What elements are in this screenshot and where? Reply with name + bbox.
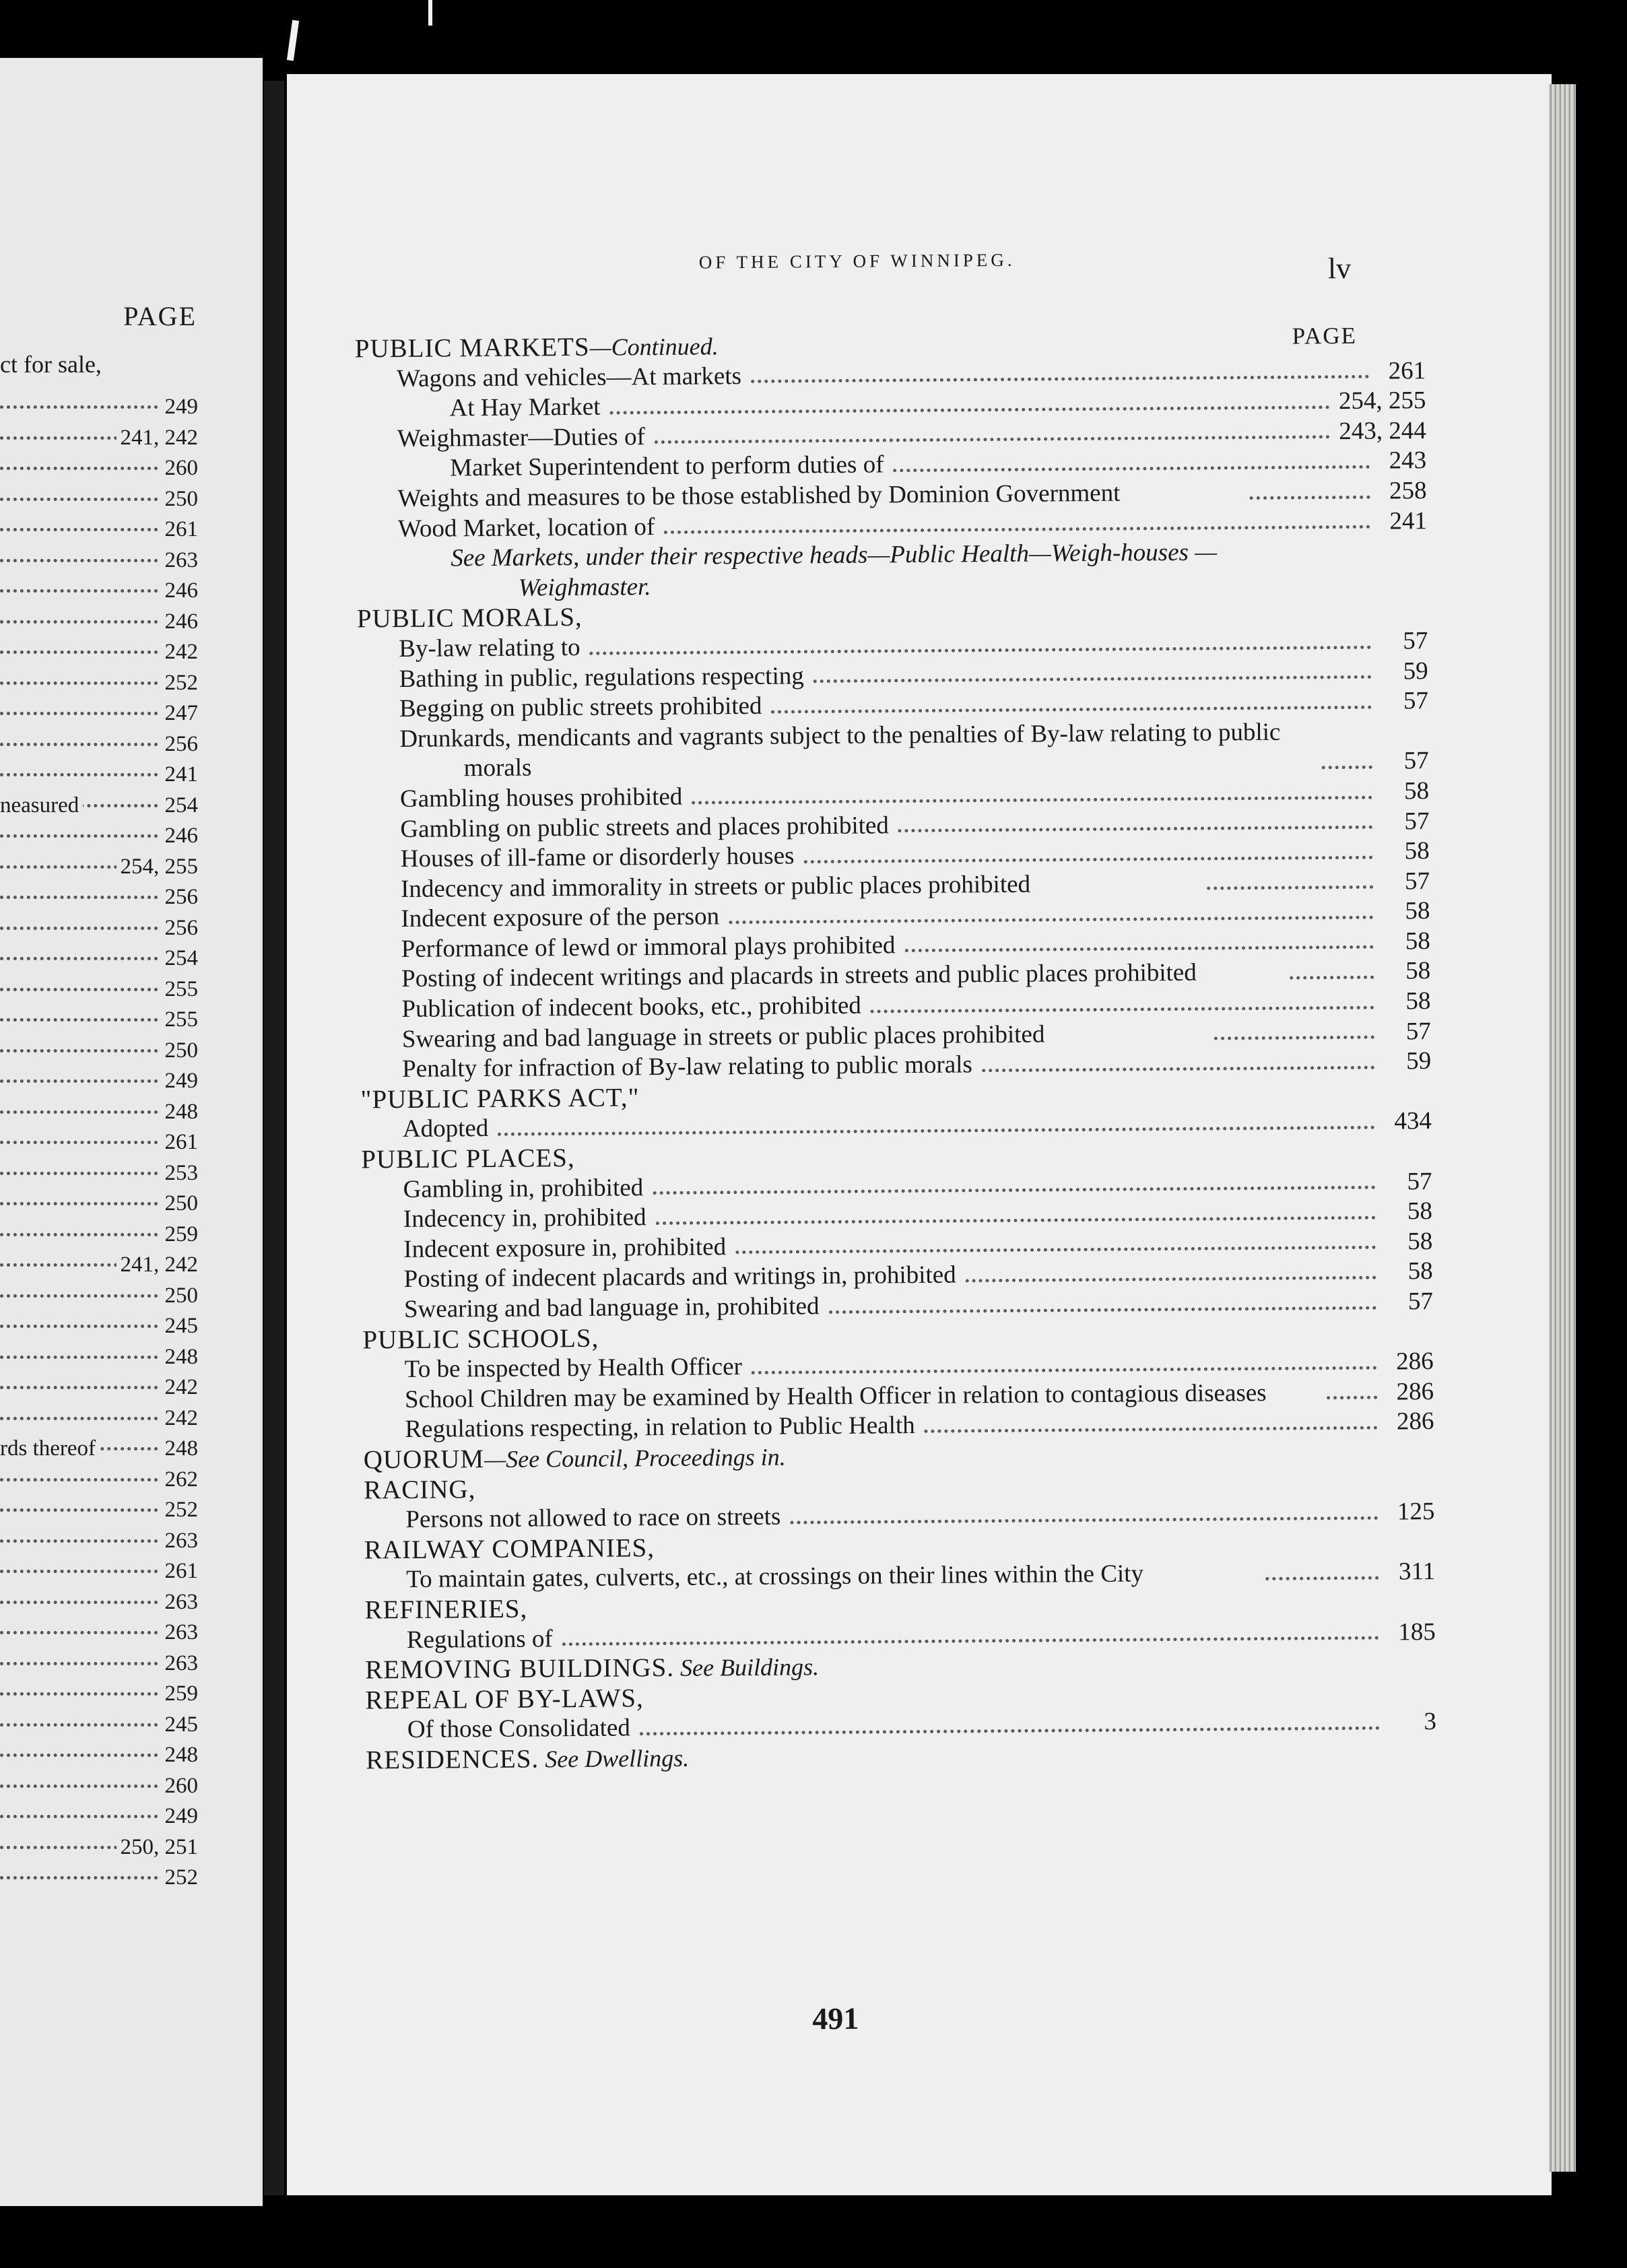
left-entry-page: 263 xyxy=(161,1529,199,1554)
left-index-row xyxy=(0,609,198,640)
left-entry-page: 250 xyxy=(161,1038,199,1063)
left-page xyxy=(0,58,263,2206)
left-entry-page: 242 xyxy=(161,640,199,665)
left-index-row xyxy=(0,1253,198,1283)
page-reference: 286 xyxy=(1396,1407,1434,1436)
left-entry-page: 248 xyxy=(161,1100,199,1125)
subentry-text: Adopted xyxy=(402,1114,489,1143)
subentry-text: By-law relating to xyxy=(399,633,580,663)
left-entry-page: 252 xyxy=(161,1498,199,1523)
heading-text: PUBLIC MORALS, xyxy=(356,603,583,634)
subentry-text: Penalty for infraction of By-law relating to public morals xyxy=(402,1050,973,1083)
dot-leader xyxy=(904,945,1373,952)
heading-text: REFINERIES, xyxy=(364,1594,528,1625)
left-entry-page: 263 xyxy=(161,1651,199,1676)
left-index-row xyxy=(0,1100,198,1131)
left-entry-page: 254 xyxy=(161,946,199,971)
page-reference: 59 xyxy=(1406,1047,1432,1075)
left-index-row xyxy=(0,1406,198,1437)
page-reference: 243 xyxy=(1389,446,1427,475)
right-page xyxy=(287,74,1552,2195)
left-index-row xyxy=(0,1007,198,1038)
subentry-text: Swearing and bad language in, prohibited xyxy=(403,1292,820,1324)
dot-leader xyxy=(790,1516,1378,1524)
scan-mark xyxy=(287,20,299,61)
index-entries xyxy=(355,326,1437,1776)
left-entry-page: 245 xyxy=(161,1712,199,1737)
dot-leader xyxy=(656,1215,1376,1224)
subentry-text: Of those Consolidated xyxy=(407,1714,630,1744)
page-reference: 57 xyxy=(1403,626,1428,655)
page-reference: 57 xyxy=(1404,807,1430,835)
book-gutter xyxy=(264,81,284,2195)
left-index-row xyxy=(0,487,198,518)
left-index-row xyxy=(0,1283,198,1314)
page-reference: 58 xyxy=(1405,957,1431,985)
left-entry-page: 247 xyxy=(161,701,199,726)
cross-reference: —Continued. xyxy=(589,333,719,361)
page-reference: 58 xyxy=(1407,1227,1433,1256)
page-reference: 125 xyxy=(1397,1498,1435,1526)
heading-text: PUBLIC MARKETS xyxy=(354,332,590,364)
left-entry-page: 259 xyxy=(161,1222,199,1247)
see-reference-text: See Markets, under their respective heads—Public Health—Weigh-houses —Weighmaster. xyxy=(451,538,1218,602)
left-entry-page: 256 xyxy=(161,885,199,910)
left-index-row xyxy=(0,671,198,702)
left-entry-page: 263 xyxy=(161,1620,199,1645)
page-reference: 58 xyxy=(1407,1197,1433,1226)
left-index-row xyxy=(0,793,198,824)
left-entry-page: 241 xyxy=(161,762,199,787)
left-entry-text: neasured xyxy=(0,793,83,818)
left-entry-page: 252 xyxy=(161,671,199,696)
subentry-text: To be inspected by Health Officer xyxy=(404,1353,743,1384)
left-index-row xyxy=(0,1375,198,1406)
folio: lv xyxy=(1327,251,1352,286)
left-index-row xyxy=(0,1865,198,1896)
page-reference: 286 xyxy=(1396,1347,1434,1376)
dot-leader xyxy=(893,465,1370,473)
dot-leader xyxy=(982,1066,1374,1073)
subentry-text: Weighmaster—Duties of xyxy=(397,422,645,453)
page-reference: 58 xyxy=(1403,776,1430,805)
heading-text: RESIDENCES. xyxy=(366,1744,539,1775)
page-reference: 311 xyxy=(1398,1558,1436,1586)
left-index-row xyxy=(0,1835,198,1866)
dot-leader xyxy=(590,645,1372,655)
left-index-row xyxy=(0,1038,198,1069)
left-entry-page: 249 xyxy=(161,1804,199,1829)
left-entry-page: 252 xyxy=(161,1865,199,1890)
scan-mark xyxy=(428,0,432,26)
page-reference: 58 xyxy=(1407,1257,1433,1286)
left-entry-page: 241, 242 xyxy=(117,1253,199,1277)
left-index-row xyxy=(0,548,198,579)
left-entry-page: 246 xyxy=(161,824,199,848)
dot-leader xyxy=(653,1186,1375,1195)
dot-leader xyxy=(772,705,1372,713)
subentry-text: Posting of indecent placards and writings in, prohibited xyxy=(403,1261,956,1294)
dot-leader xyxy=(1250,495,1370,499)
left-entry-page: 253 xyxy=(161,1161,199,1186)
left-entry-page: 263 xyxy=(161,548,199,573)
page-reference: 59 xyxy=(1403,657,1428,685)
page-reference: 261 xyxy=(1388,356,1426,385)
left-index-row xyxy=(0,517,198,548)
left-entry-page: 250 xyxy=(161,1191,199,1216)
dot-leader xyxy=(966,1276,1376,1283)
dot-leader xyxy=(752,1366,1377,1374)
subentry-text: Swearing and bad language in streets or public places prohibited xyxy=(401,1020,1045,1053)
left-entry-page: 261 xyxy=(161,1130,199,1155)
heading-text: REMOVING BUILDINGS. xyxy=(365,1653,675,1685)
page-reference: 57 xyxy=(1405,1017,1431,1045)
subentry-text: School Children may be examined by Health Officer in relation to contagious diseases xyxy=(404,1378,1267,1413)
page-reference: 258 xyxy=(1389,477,1427,505)
dot-leader xyxy=(814,675,1372,683)
dot-leader xyxy=(829,1306,1377,1313)
left-index-row xyxy=(0,1559,198,1590)
left-entry-page: 250, 251 xyxy=(117,1835,199,1860)
left-index-row xyxy=(0,456,198,487)
subentry-text: Begging on public streets prohibited xyxy=(399,692,762,723)
left-index-row xyxy=(0,824,198,855)
page-reference: 3 xyxy=(1424,1708,1437,1736)
left-index-row xyxy=(0,1222,198,1253)
subentry-text: Wood Market, location of xyxy=(397,512,655,543)
left-page-fragment: ct for sale, xyxy=(0,351,102,378)
left-index-row xyxy=(0,1130,198,1161)
left-entry-page: 260 xyxy=(161,1774,199,1799)
cross-reference: See Buildings. xyxy=(673,1653,820,1682)
subentry-text: Posting of indecent writings and placards in streets and public places prohibited xyxy=(401,959,1197,993)
dot-leader xyxy=(925,1426,1378,1433)
dot-leader xyxy=(1214,1036,1374,1040)
left-index-row xyxy=(0,1314,198,1345)
left-index-row xyxy=(0,1620,198,1651)
left-index-row xyxy=(0,916,198,947)
page-reference: 57 xyxy=(1404,867,1430,896)
dot-leader xyxy=(692,795,1372,804)
page-reference: 58 xyxy=(1405,927,1430,956)
dot-leader xyxy=(1266,1576,1379,1580)
page-reference: 57 xyxy=(1407,1288,1434,1316)
left-index-row xyxy=(0,1498,198,1529)
left-index-row xyxy=(0,701,198,732)
left-entry-page: 256 xyxy=(161,916,199,941)
heading-text: RAILWAY COMPANIES, xyxy=(364,1533,655,1565)
cross-reference: See Dwellings. xyxy=(539,1744,690,1773)
subentry-text: Publication of indecent books, etc., prohibited xyxy=(401,991,861,1024)
dot-leader xyxy=(640,1727,1380,1736)
page-reference: 434 xyxy=(1394,1107,1432,1135)
subentry-text: Houses of ill-fame or disorderly houses xyxy=(400,842,795,873)
left-index-row xyxy=(0,640,198,671)
left-index-row xyxy=(0,1651,198,1682)
page-reference: 254, 255 xyxy=(1338,387,1426,415)
subentry-text: Regulations of xyxy=(406,1624,553,1654)
left-index-row xyxy=(0,1191,198,1222)
left-page-index xyxy=(0,395,198,1896)
page-reference: 185 xyxy=(1398,1617,1436,1646)
dot-leader xyxy=(1207,886,1374,890)
left-index-row xyxy=(0,1161,198,1192)
subentry-text: Gambling in, prohibited xyxy=(403,1173,644,1203)
page-reference: 241 xyxy=(1389,506,1428,535)
left-page-header: PAGE xyxy=(123,301,197,331)
index-subentry xyxy=(399,716,1429,785)
subentry-text: Market Superintendent to perform duties of xyxy=(450,451,884,482)
subentry-text: Wagons and vehicles—At markets xyxy=(396,362,742,393)
subentry-text: Regulations respecting, in relation to Public Health xyxy=(405,1411,915,1444)
left-index-row xyxy=(0,578,198,609)
left-index-row xyxy=(0,946,198,977)
dot-leader xyxy=(735,1246,1376,1254)
dot-leader xyxy=(871,1005,1374,1013)
page-edge xyxy=(1549,84,1576,2172)
left-index-row xyxy=(0,732,198,763)
left-entry-page: 246 xyxy=(161,609,199,634)
subentry-text: Persons not allowed to race on streets xyxy=(405,1502,781,1534)
heading-text: PUBLIC PLACES, xyxy=(361,1143,575,1174)
left-index-row xyxy=(0,1467,198,1498)
dot-leader xyxy=(803,855,1372,863)
dot-leader xyxy=(610,405,1330,414)
dot-leader xyxy=(498,1126,1375,1136)
left-entry-page: 263 xyxy=(161,1590,199,1615)
dot-leader xyxy=(898,826,1373,833)
subentry-text: At Hay Market xyxy=(449,393,601,422)
left-index-row xyxy=(0,1069,198,1100)
subentry-text: Bathing in public, regulations respecting xyxy=(399,661,804,693)
left-index-row xyxy=(0,762,198,793)
page-reference: 58 xyxy=(1405,897,1430,925)
left-entry-page: 256 xyxy=(161,732,199,757)
dot-leader xyxy=(1327,1396,1377,1400)
page-reference: 58 xyxy=(1405,987,1431,1015)
left-entry-page: 261 xyxy=(161,517,199,542)
left-index-row xyxy=(0,395,198,426)
left-index-row xyxy=(0,1712,198,1743)
left-entry-page: 261 xyxy=(161,1559,199,1584)
page-reference: 57 xyxy=(1407,1167,1432,1195)
heading-text: RACING, xyxy=(363,1474,476,1505)
left-entry-page: 248 xyxy=(161,1436,199,1461)
subentry-text: Performance of lewd or immoral plays prohibited xyxy=(401,931,896,963)
dot-leader xyxy=(751,375,1369,383)
heading-text: PUBLIC SCHOOLS, xyxy=(362,1323,599,1355)
page-reference: 57 xyxy=(1403,687,1429,715)
dot-leader xyxy=(1322,766,1372,770)
left-entry-page: 262 xyxy=(161,1467,199,1492)
left-index-row xyxy=(0,977,198,1008)
subentry-text: To maintain gates, culverts, etc., at crossings on their lines within the City xyxy=(406,1560,1144,1594)
left-index-row xyxy=(0,1529,198,1560)
left-entry-page: 249 xyxy=(161,1069,199,1094)
left-entry-page: 260 xyxy=(161,456,199,481)
left-entry-page: 242 xyxy=(161,1406,199,1431)
left-index-row xyxy=(0,1774,198,1805)
subentry-text: Drunkards, mendicants and vagrants subject to the penalties of By-law relating to public morals xyxy=(399,718,1281,782)
left-index-row xyxy=(0,1436,198,1467)
left-index-row xyxy=(0,1743,198,1774)
page-reference: 58 xyxy=(1404,837,1430,865)
left-entry-page: 245 xyxy=(161,1314,199,1339)
left-entry-page: 255 xyxy=(161,1007,199,1032)
dot-leader xyxy=(729,916,1373,925)
dot-leader xyxy=(562,1636,1379,1646)
subentry-text: Gambling houses prohibited xyxy=(399,782,683,813)
left-entry-page: 250 xyxy=(161,487,199,512)
subentry-text: Indecent exposure in, prohibited xyxy=(403,1233,727,1263)
subentry-text: Indecency in, prohibited xyxy=(403,1203,646,1234)
heading-text: "PUBLIC PARKS ACT," xyxy=(360,1083,640,1114)
left-index-row xyxy=(0,1345,198,1376)
page-reference: 286 xyxy=(1396,1377,1434,1406)
left-entry-page: 248 xyxy=(161,1345,199,1370)
left-entry-page: 259 xyxy=(161,1681,199,1706)
left-index-row xyxy=(0,1590,198,1621)
subentry-text: Weights and measures to be those established by Dominion Government xyxy=(397,479,1121,513)
left-index-row xyxy=(0,1804,198,1835)
left-entry-page: 241, 242 xyxy=(117,426,199,451)
cross-reference: —See Council, Proceedings in. xyxy=(484,1443,786,1473)
dot-leader xyxy=(664,525,1370,534)
dot-leader xyxy=(1290,976,1374,980)
left-entry-page: 248 xyxy=(161,1743,199,1768)
left-index-row xyxy=(0,426,198,457)
left-entry-page: 246 xyxy=(161,578,199,603)
left-entry-page: 255 xyxy=(161,977,199,1002)
see-reference xyxy=(451,536,1428,604)
left-entry-page: 242 xyxy=(161,1375,199,1400)
left-entry-page: 254 xyxy=(161,793,199,818)
page-reference: 243, 244 xyxy=(1339,416,1426,445)
subentry-text: Indecent exposure of the person xyxy=(401,902,720,933)
running-head: OF THE CITY OF WINNIPEG. xyxy=(698,249,1016,273)
left-index-row xyxy=(0,1681,198,1712)
page-column-label: PAGE xyxy=(1292,322,1358,349)
left-entry-page: 250 xyxy=(161,1283,199,1308)
left-index-row xyxy=(0,855,198,886)
page-reference: 57 xyxy=(1403,747,1429,775)
page-number: 491 xyxy=(812,2001,859,2036)
left-entry-page: 254, 255 xyxy=(117,855,199,879)
dot-leader xyxy=(655,436,1330,444)
left-entry-text: rds thereof xyxy=(0,1436,100,1461)
heading-text: REPEAL OF BY-LAWS, xyxy=(365,1683,644,1715)
left-entry-page: 249 xyxy=(161,395,199,420)
subentry-text: Indecency and immorality in streets or public places prohibited xyxy=(400,870,1031,903)
left-index-row xyxy=(0,885,198,916)
subentry-text: Gambling on public streets and places prohibited xyxy=(400,811,890,843)
heading-text: QUORUM xyxy=(363,1444,485,1475)
